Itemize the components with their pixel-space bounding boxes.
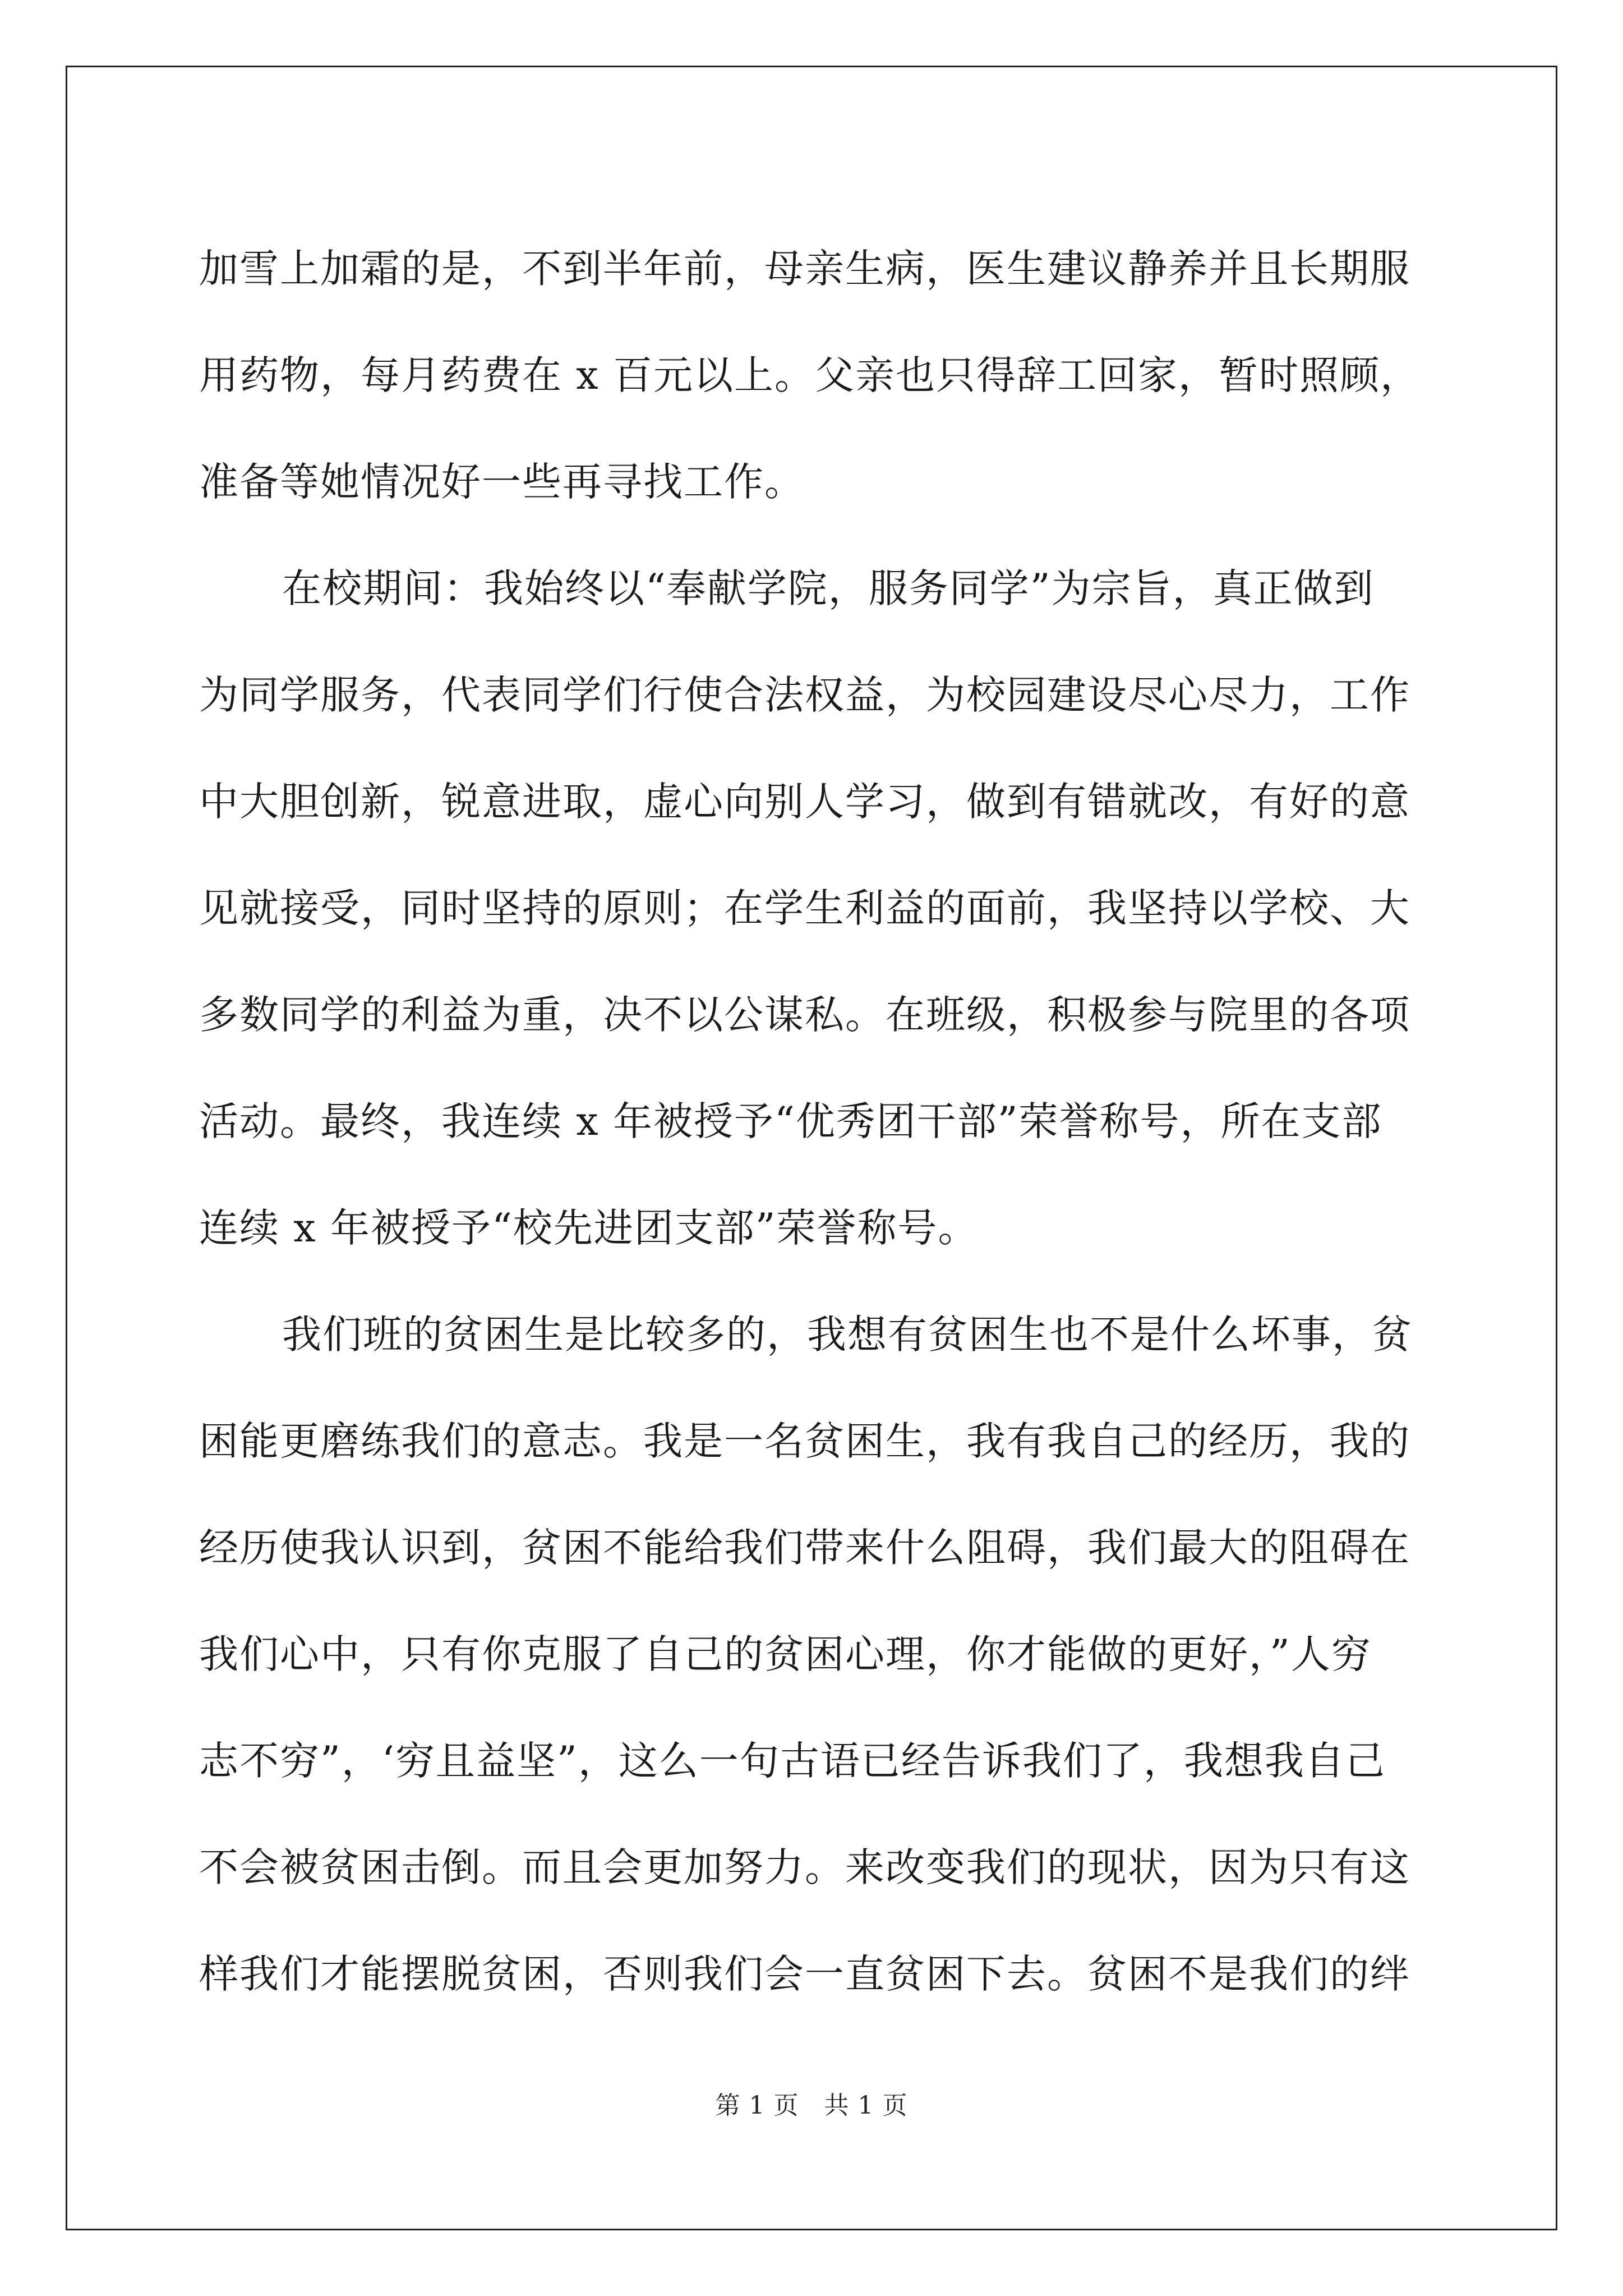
text-line: 中大胆创新，锐意进取，虚心向别人学习，做到有错就改，有好的意	[199, 779, 1410, 825]
text-line: 我们心中，只有你克服了自己的贫困心理，你才能做的更好，”人穷	[199, 1631, 1372, 1677]
text-line: 多数同学的利益为重，决不以公谋私。在班级，积极参与院里的各项	[199, 992, 1410, 1038]
text-line: 不会被贫困击倒。而且会更加努力。来改变我们的现状，因为只有这	[199, 1844, 1410, 1890]
text-line: 准备等她情况好一些再寻找工作。	[199, 459, 805, 505]
paragraph-start-line: 我们班的贫困生是比较多的，我想有贫困生也不是什么坏事，贫	[282, 1312, 1413, 1358]
page-number-footer: 第 1 页 共 1 页	[715, 2091, 908, 2120]
paragraph-start-line: 在校期间：我始终以“奉献学院，服务同学”为宗旨，真正做到	[282, 565, 1375, 611]
text-line: 为同学服务，代表同学们行使合法权益，为校园建设尽心尽力，工作	[199, 672, 1410, 718]
text-line: 连续 x 年被授予“校先进团支部”荣誉称号。	[199, 1205, 979, 1251]
text-line: 志不穷”，‘穷且益坚”，这么一句古语已经告诉我们了，我想我自己	[199, 1738, 1386, 1784]
text-line: 见就接受，同时坚持的原则；在学生利益的面前，我坚持以学校、大	[199, 885, 1410, 931]
text-line: 经历使我认识到，贫困不能给我们带来什么阻碍，我们最大的阻碍在	[199, 1525, 1410, 1571]
text-line: 困能更磨练我们的意志。我是一名贫困生，我有我自己的经历，我的	[199, 1418, 1410, 1464]
text-line: 活动。最终，我连续 x 年被授予“优秀团干部”荣誉称号，所在支部	[199, 1098, 1382, 1144]
text-line: 加雪上加霜的是，不到半年前，母亲生病，医生建议静养并且长期服	[199, 246, 1410, 292]
document-body	[199, 215, 1427, 2027]
text-line: 用药物，每月药费在 x 百元以上。父亲也只得辞工回家，暂时照顾，	[199, 352, 1421, 398]
text-line: 样我们才能摆脱贫困，否则我们会一直贫困下去。贫困不是我们的绊	[199, 1951, 1410, 1997]
